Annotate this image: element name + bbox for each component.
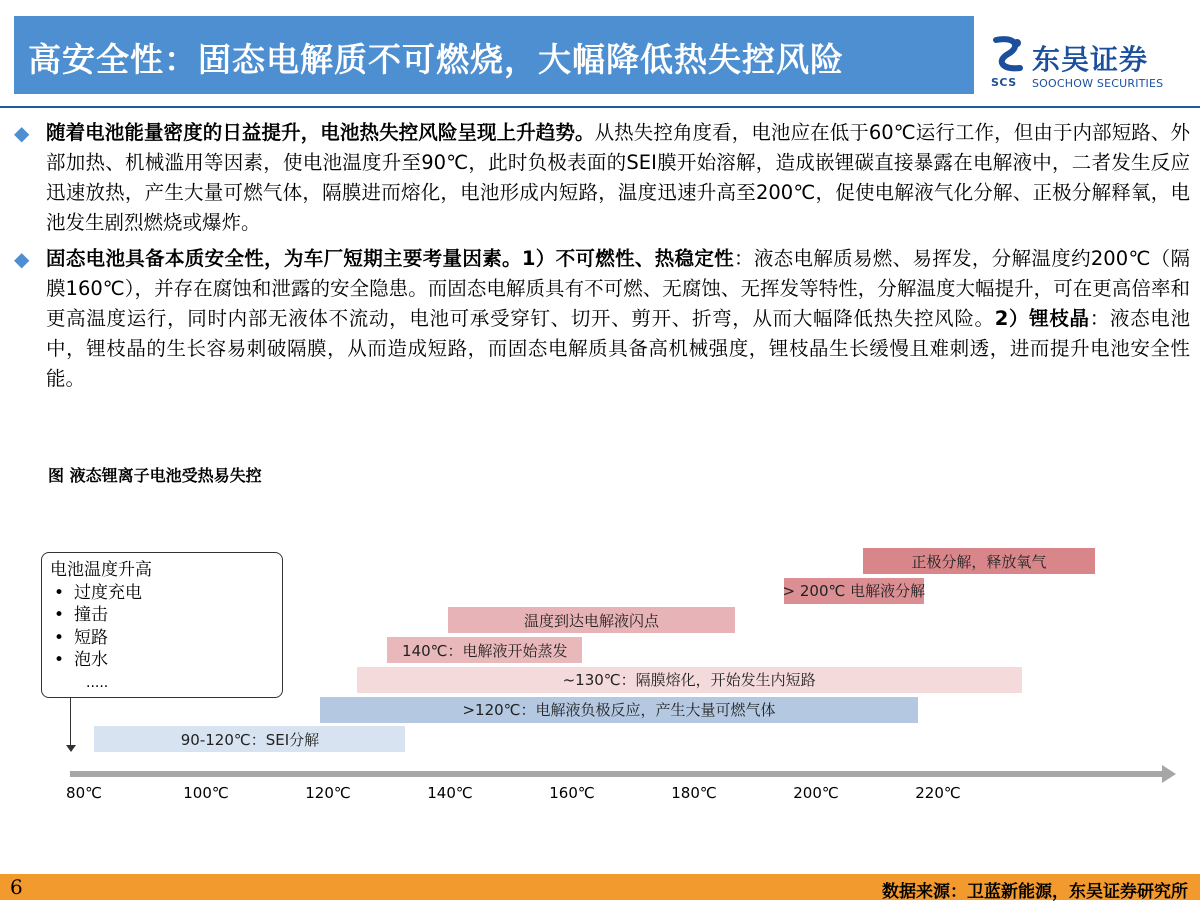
axis-arrow-icon: [1162, 765, 1176, 783]
timeline-bar: >120℃：电解液负极反应，产生大量可燃气体: [320, 697, 918, 723]
paragraph-body-2: ：液态电池中，锂枝晶的生长容易刺破隔膜，从而造成短路，而固态电解质具备高机械强度，锂枝晶生长缓慢且难刺透，进而提升电池安全性能。: [46, 307, 1190, 390]
axis-tick-label: 160℃: [549, 784, 595, 802]
soochow-logo-icon: [988, 34, 1026, 74]
timeline-bar: ~130℃：隔膜熔化，开始发生内短路: [357, 667, 1022, 693]
cause-box: [41, 552, 283, 698]
timeline-bar: 140℃：电解液开始蒸发: [387, 637, 582, 663]
paragraph-lead: 固态电池具备本质安全性，为车厂短期主要考量因素。1）不可燃性、热稳定性: [46, 247, 735, 270]
bullet-paragraph-1: [10, 118, 1190, 238]
paragraph-lead-2: 2）锂枝晶: [994, 307, 1090, 330]
timeline-bar: > 200℃ 电解液分解: [784, 578, 924, 604]
cause-title: 电池温度升高: [50, 560, 152, 580]
paragraph-lead: 随着电池能量密度的日益提升，电池热失控风险呈现上升趋势。: [46, 121, 595, 144]
title-bar: [14, 16, 974, 94]
page-title: 高安全性：固态电解质不可燃烧，大幅降低热失控风险: [28, 40, 844, 79]
connector-line: [70, 698, 71, 748]
axis-tick-label: 140℃: [427, 784, 473, 802]
timeline-bar: 正极分解，释放氧气: [863, 548, 1095, 574]
bullet-paragraph-2: [10, 244, 1190, 394]
paragraph-text: [46, 244, 1190, 394]
temperature-axis: [70, 771, 1164, 777]
cause-item: • 短路: [50, 627, 274, 650]
axis-tick-label: 120℃: [305, 784, 351, 802]
axis-tick-label: 80℃: [66, 784, 102, 802]
company-logo: [988, 34, 1188, 96]
axis-tick-label: 180℃: [671, 784, 717, 802]
bullet-list: [10, 118, 1190, 400]
axis-tick-label: 100℃: [183, 784, 229, 802]
cause-item: • 泡水: [50, 649, 274, 672]
paragraph-body: 从热失控角度看，电池应在低于60℃运行工作，但由于内部短路、外部加热、机械滥用等因素，使电池温度升至90℃，此时负极表面的SEI膜开始溶解，造成嵌锂碳直接暴露在电解液中，二者发生反应迅速放热，产生大量可燃气体，隔膜进而熔化，电池形成内短路，温度迅速升高至200℃，促使电解液气化分解、正极分解释氧，电池发生剧烈燃烧或爆炸。: [46, 121, 1190, 234]
axis-tick-label: 220℃: [915, 784, 961, 802]
cause-item: • 过度充电: [50, 582, 274, 605]
cause-list: [50, 582, 274, 672]
logo-chinese-name: 东吴证券: [1032, 43, 1149, 76]
cause-more: .....: [86, 674, 109, 691]
down-arrow-icon: [66, 745, 76, 752]
logo-english-name: SOOCHOW SECURITIES: [1032, 77, 1164, 90]
axis-tick-label: 200℃: [793, 784, 839, 802]
header-divider: [0, 106, 1200, 108]
diamond-bullet-icon: ◆: [14, 121, 30, 145]
diamond-bullet-icon: ◆: [14, 247, 30, 271]
logo-mark-text: SCS: [991, 76, 1017, 89]
paragraph-text: [46, 118, 1190, 238]
cause-item: • 撞击: [50, 604, 274, 627]
footer-bar: [0, 874, 1200, 900]
page-number: 6: [10, 875, 23, 899]
figure-caption: 图 液态锂离子电池受热易失控: [48, 466, 262, 485]
paragraph-body: ：液态电解质易燃、易挥发，分解温度约200℃（隔膜160℃），并存在腐蚀和泄露的安全隐患。而固态电解质具有不可燃、无腐蚀、无挥发等特性，分解温度大幅提升，可在更高倍率和更高温度运行，同时内部无液体不流动，电池可承受穿钉、切开、剪开、折弯，从而大幅降低热失控风险。: [46, 247, 1190, 330]
data-source: 数据来源：卫蓝新能源，东吴证券研究所: [882, 882, 1188, 902]
timeline-bar: 90-120℃：SEI分解: [94, 726, 405, 752]
timeline-bar: 温度到达电解液闪点: [448, 607, 735, 633]
